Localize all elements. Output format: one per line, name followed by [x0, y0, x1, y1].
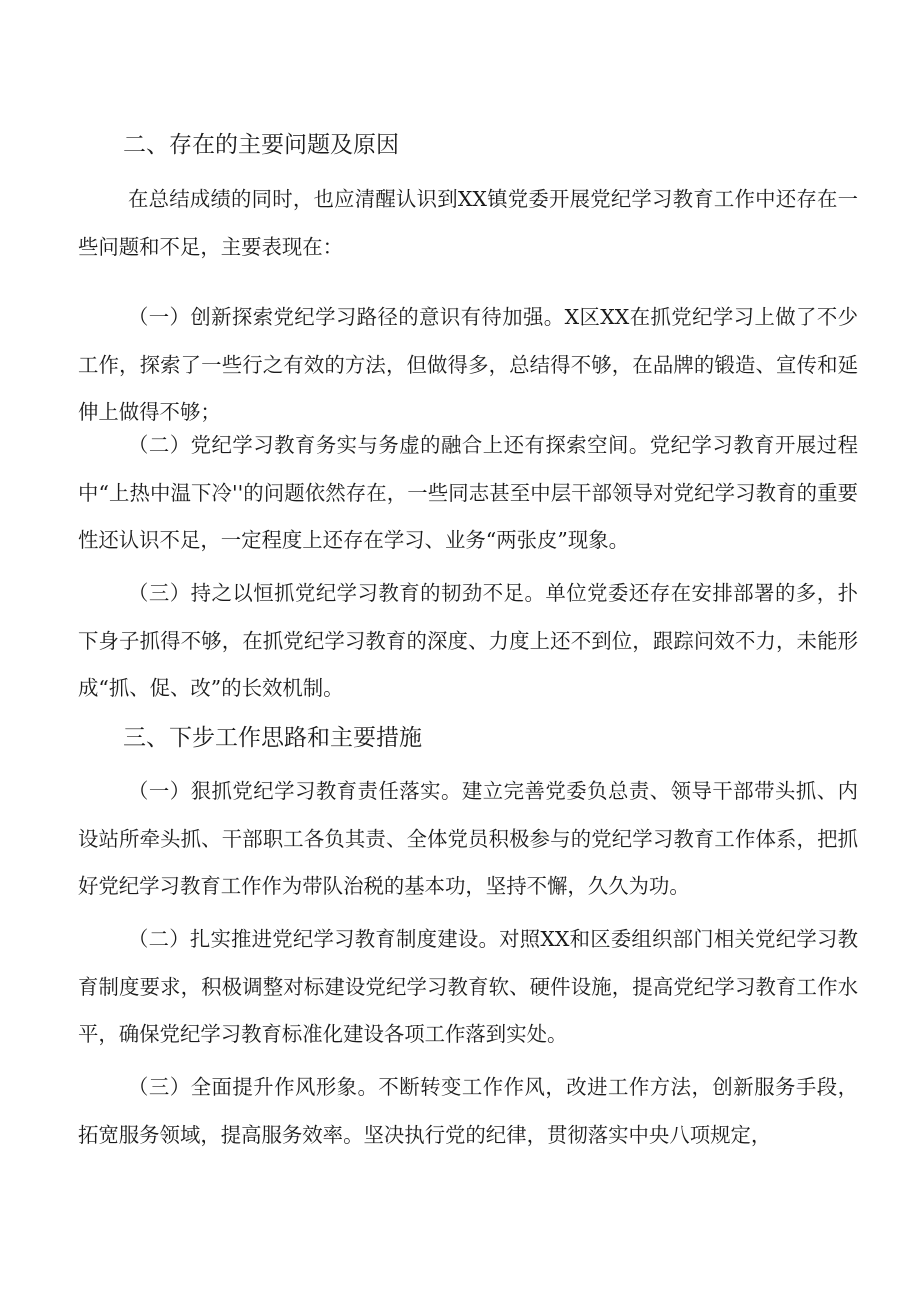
paragraph-measure-3: （三）全面提升作风形象。不断转变工作作风，改进工作方法，创新服务手段，拓宽服务领域，提高服务效率。坚决执行党的纪律，贯彻落实中央八项规定， [78, 1075, 858, 1147]
section-heading-measures: 三、下步工作思路和主要措施 [123, 725, 422, 751]
paragraph-measure-1: （一）狠抓党纪学习教育责任落实。建立完善党委负总责、领导干部带头抓、内设站所牵头抓、干部职工各负其责、全体党员积极参与的党纪学习教育工作体系，把抓好党纪学习教育工作作为带队治税的基本功，坚持不懈，久久为功。 [78, 779, 858, 899]
paragraph-problem-3: （三）持之以恒抓党纪学习教育的韧劲不足。单位党委还存在安排部署的多，扑下身子抓得不够，在抓党纪学习教育的深度、力度上还不到位，跟踪问效不力，未能形成“抓、促、改”的长效机制。 [78, 581, 858, 701]
paragraph-problem-1: （一）创新探索党纪学习路径的意识有待加强。X区XX在抓党纪学习上做了不少工作，探索了一些行之有效的方法，但做得多，总结得不够，在品牌的锻造、宣传和延伸上做得不够； [78, 305, 858, 425]
paragraph-problem-2: （二）党纪学习教育务实与务虚的融合上还有探索空间。党纪学习教育开展过程中“上热中温下冷''的问题依然存在，一些同志甚至中层干部领导对党纪学习教育的重要性还认识不足，一定程度上还存在学习、业务“两张皮”现象。 [78, 433, 858, 553]
paragraph-measure-2: （二）扎实推进党纪学习教育制度建设。对照XX和区委组织部门相关党纪学习教育制度要求，积极调整对标建设党纪学习教育软、硬件设施，提高党纪学习教育工作水平，确保党纪学习教育标准化建设各项工作落到实处。 [78, 927, 858, 1047]
paragraph-intro: 在总结成绩的同时，也应清醒认识到XX镇党委开展党纪学习教育工作中还存在一些问题和不足，主要表现在： [78, 187, 858, 259]
section-heading-problems: 二、存在的主要问题及原因 [123, 132, 399, 158]
